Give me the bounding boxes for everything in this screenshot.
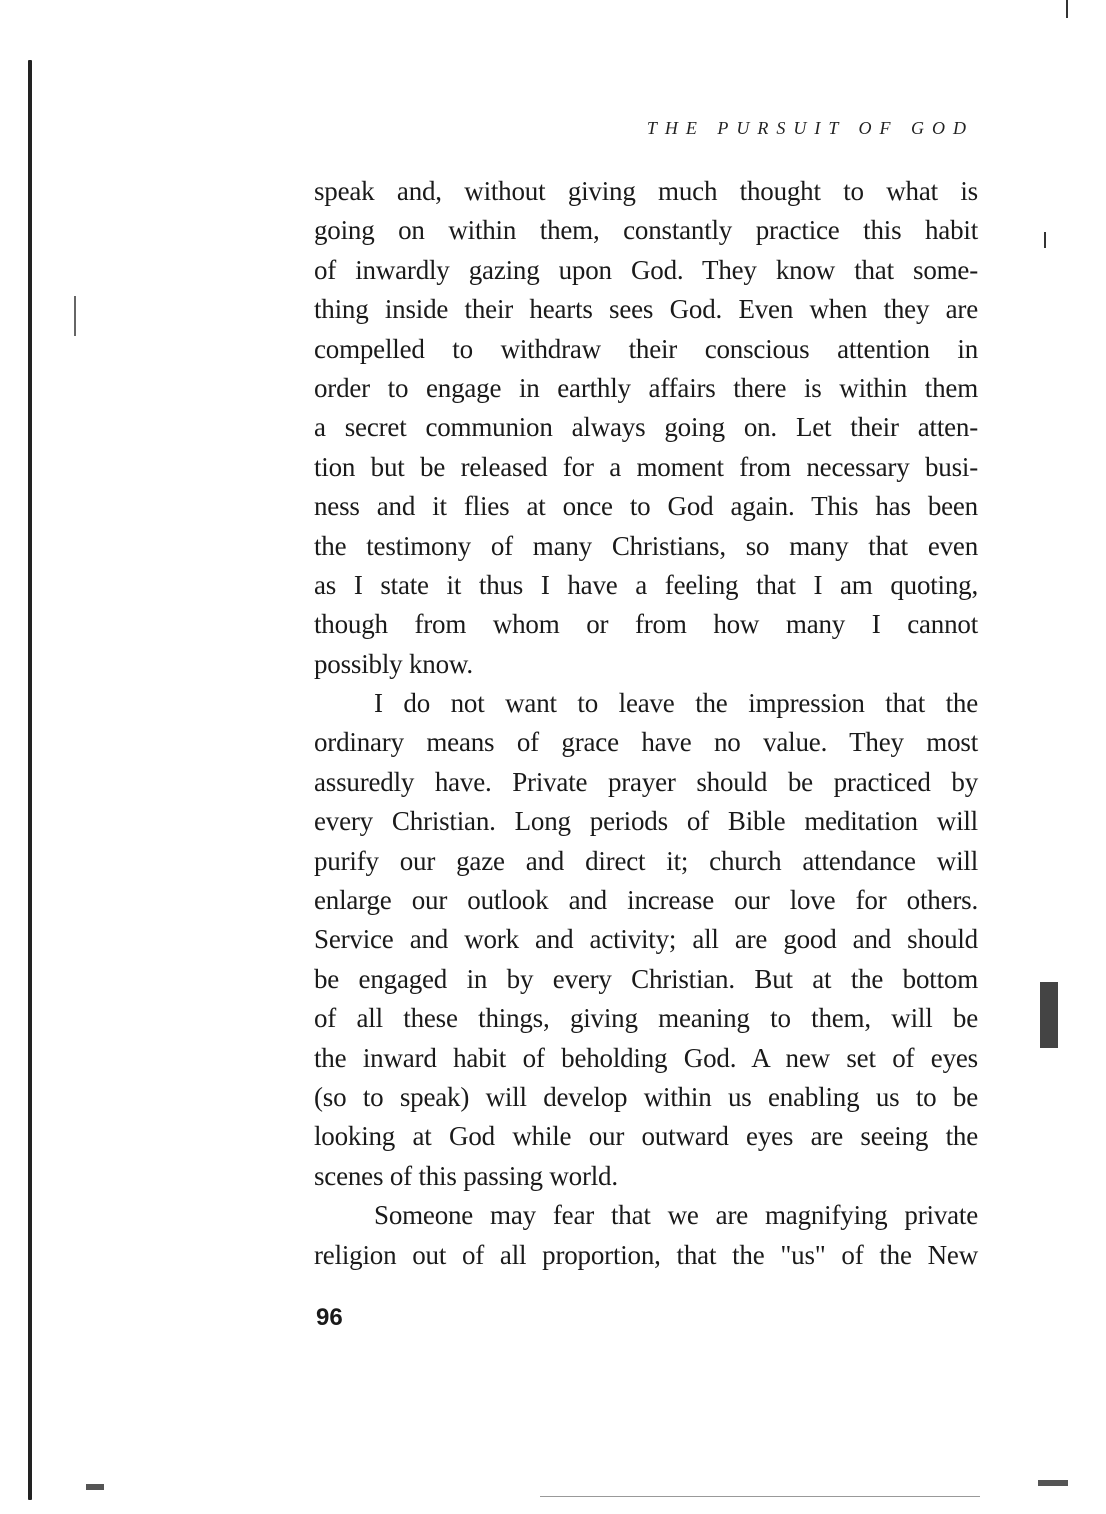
text-line: (so to speak) will develop within us enabling us to be: [314, 1081, 978, 1112]
scan-mark: [1066, 0, 1068, 18]
text-line: possibly know.: [314, 648, 473, 679]
paragraph: [314, 1196, 978, 1275]
text-line: purify our gaze and direct it; church attendance will: [314, 845, 978, 876]
running-head: THE PURSUIT OF GOD: [646, 118, 974, 138]
text-line: going on within them, constantly practice this habit: [314, 215, 978, 246]
text-line: ordinary means of grace have no value. They most: [314, 727, 978, 758]
text-line: compelled to withdraw their conscious attention in: [314, 333, 978, 364]
text-line: looking at God while our outward eyes are seeing the: [314, 1121, 978, 1152]
text-line: the testimony of many Christians, so many that even: [314, 530, 978, 561]
text-line: order to engage in earthly affairs there is within them: [314, 372, 978, 403]
text-line: Service and work and activity; all are good and should: [314, 924, 978, 955]
text-line: religion out of all proportion, that the "us" of the New: [314, 1239, 978, 1270]
scan-mark: [1038, 1480, 1068, 1486]
text-line: as I state it thus I have a feeling that I am quoting,: [314, 569, 978, 600]
page-number: 96: [316, 1304, 343, 1331]
binding-edge: [28, 60, 32, 1500]
text-line: a secret communion always going on. Let their atten-: [314, 412, 978, 443]
text-line: thing inside their hearts sees God. Even when they are: [314, 294, 978, 325]
text-line: every Christian. Long periods of Bible meditation will: [314, 806, 978, 837]
text-line: of inwardly gazing upon God. They know that some-: [314, 254, 978, 285]
text-line: tion but be released for a moment from necessary busi-: [314, 451, 978, 482]
text-line: scenes of this passing world.: [314, 1160, 618, 1191]
text-line: though from whom or from how many I cannot: [314, 609, 978, 640]
paragraph: [314, 172, 978, 684]
text-line: enlarge our outlook and increase our love for others.: [314, 885, 978, 916]
paragraph: [314, 684, 978, 1196]
text-line: assuredly have. Private prayer should be practiced by: [314, 766, 978, 797]
text-line: ness and it flies at once to God again. This has been: [314, 491, 978, 522]
scan-mark: [74, 296, 76, 336]
scan-mark: [1044, 232, 1046, 248]
text-line: Someone may fear that we are magnifying private: [374, 1200, 978, 1231]
text-line: I do not want to leave the impression that the: [374, 688, 978, 719]
text-line: of all these things, giving meaning to them, will be: [314, 1003, 978, 1034]
text-line: speak and, without giving much thought to what is: [314, 176, 978, 206]
text-line: be engaged in by every Christian. But at the bottom: [314, 963, 978, 994]
text-line: the inward habit of beholding God. A new set of eyes: [314, 1042, 978, 1073]
scan-mark: [86, 1484, 104, 1490]
body-text: [314, 172, 978, 1275]
scan-mark: [540, 1496, 980, 1497]
scan-mark: [1040, 982, 1058, 1048]
